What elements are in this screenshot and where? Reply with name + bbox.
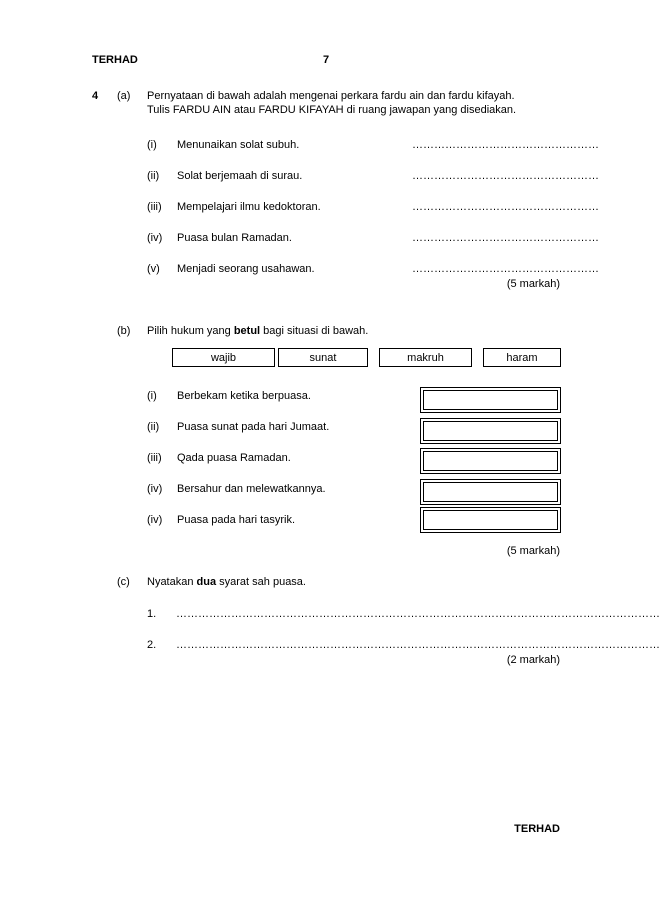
answer-blank[interactable]: …………………………………………… <box>412 170 599 182</box>
part-c-marks: (2 markah) <box>506 654 560 666</box>
instruction-text: Nyatakan <box>147 576 197 588</box>
item-text: Mempelajari ilmu kedoktoran. <box>177 201 321 213</box>
option-makruh: makruh <box>379 348 472 367</box>
item-number: (iii) <box>147 452 162 464</box>
question-number: 4 <box>92 90 99 102</box>
instruction-text: Pilih hukum yang <box>147 325 234 337</box>
option-sunat: sunat <box>278 348 368 367</box>
part-c-label: (c) <box>117 576 130 588</box>
item-text: Menunaikan solat subuh. <box>177 139 300 151</box>
item-number: (iii) <box>147 201 162 213</box>
answer-box[interactable] <box>420 448 561 474</box>
item-text: Berbekam ketika berpuasa. <box>177 390 311 402</box>
item-number: (ii) <box>147 170 160 182</box>
item-text: Puasa bulan Ramadan. <box>177 232 292 244</box>
instruction-text: bagi situasi di bawah. <box>260 325 369 337</box>
item-text: Puasa pada hari tasyrik. <box>177 514 296 526</box>
answer-box[interactable] <box>420 387 561 413</box>
answer-box[interactable] <box>420 479 561 505</box>
part-b-marks: (5 markah) <box>506 545 560 557</box>
item-number: (ii) <box>147 421 160 433</box>
item-number: (iv) <box>147 514 163 526</box>
answer-blank[interactable]: …………………………………………… <box>412 263 599 275</box>
part-a-label: (a) <box>117 90 131 102</box>
item-text: Solat berjemaah di surau. <box>177 170 303 182</box>
item-text: Bersahur dan melewatkannya. <box>177 483 326 495</box>
option-wajib: wajib <box>172 348 275 367</box>
item-number: (i) <box>147 390 157 402</box>
item-number: (iv) <box>147 232 163 244</box>
part-a-marks: (5 markah) <box>506 278 560 290</box>
item-number: (i) <box>147 139 157 151</box>
instruction-text: syarat sah puasa. <box>216 576 306 588</box>
item-number: (iv) <box>147 483 163 495</box>
part-b-instruction <box>147 325 368 337</box>
part-b-label: (b) <box>117 325 131 337</box>
answer-box[interactable] <box>420 418 561 444</box>
instruction-emphasis: dua <box>196 576 217 588</box>
part-c-instruction <box>147 576 306 588</box>
item-number: (v) <box>147 263 160 275</box>
answer-blank[interactable]: …………………………………………… <box>412 201 599 213</box>
answer-line[interactable]: …………………………………………………………………………………………………………………… <box>176 608 660 620</box>
part-a-instruction-2: Tulis FARDU AIN atau FARDU KIFAYAH di ruang jawapan yang disediakan. <box>147 104 517 116</box>
header-terhad: TERHAD <box>92 54 138 66</box>
page-number: 7 <box>323 54 330 66</box>
item-text: Menjadi seorang usahawan. <box>177 263 315 275</box>
line-number: 2. <box>147 639 157 651</box>
answer-line[interactable]: …………………………………………………………………………………………………………………… <box>176 639 660 651</box>
item-text: Qada puasa Ramadan. <box>177 452 291 464</box>
answer-box[interactable] <box>420 507 561 533</box>
option-haram: haram <box>483 348 561 367</box>
footer-terhad: TERHAD <box>514 823 560 835</box>
part-a-instruction-1: Pernyataan di bawah adalah mengenai perkara fardu ain dan fardu kifayah. <box>147 90 515 102</box>
answer-blank[interactable]: …………………………………………… <box>412 232 599 244</box>
item-text: Puasa sunat pada hari Jumaat. <box>177 421 330 433</box>
line-number: 1. <box>147 608 157 620</box>
answer-blank[interactable]: …………………………………………… <box>412 139 599 151</box>
instruction-emphasis: betul <box>233 325 261 337</box>
